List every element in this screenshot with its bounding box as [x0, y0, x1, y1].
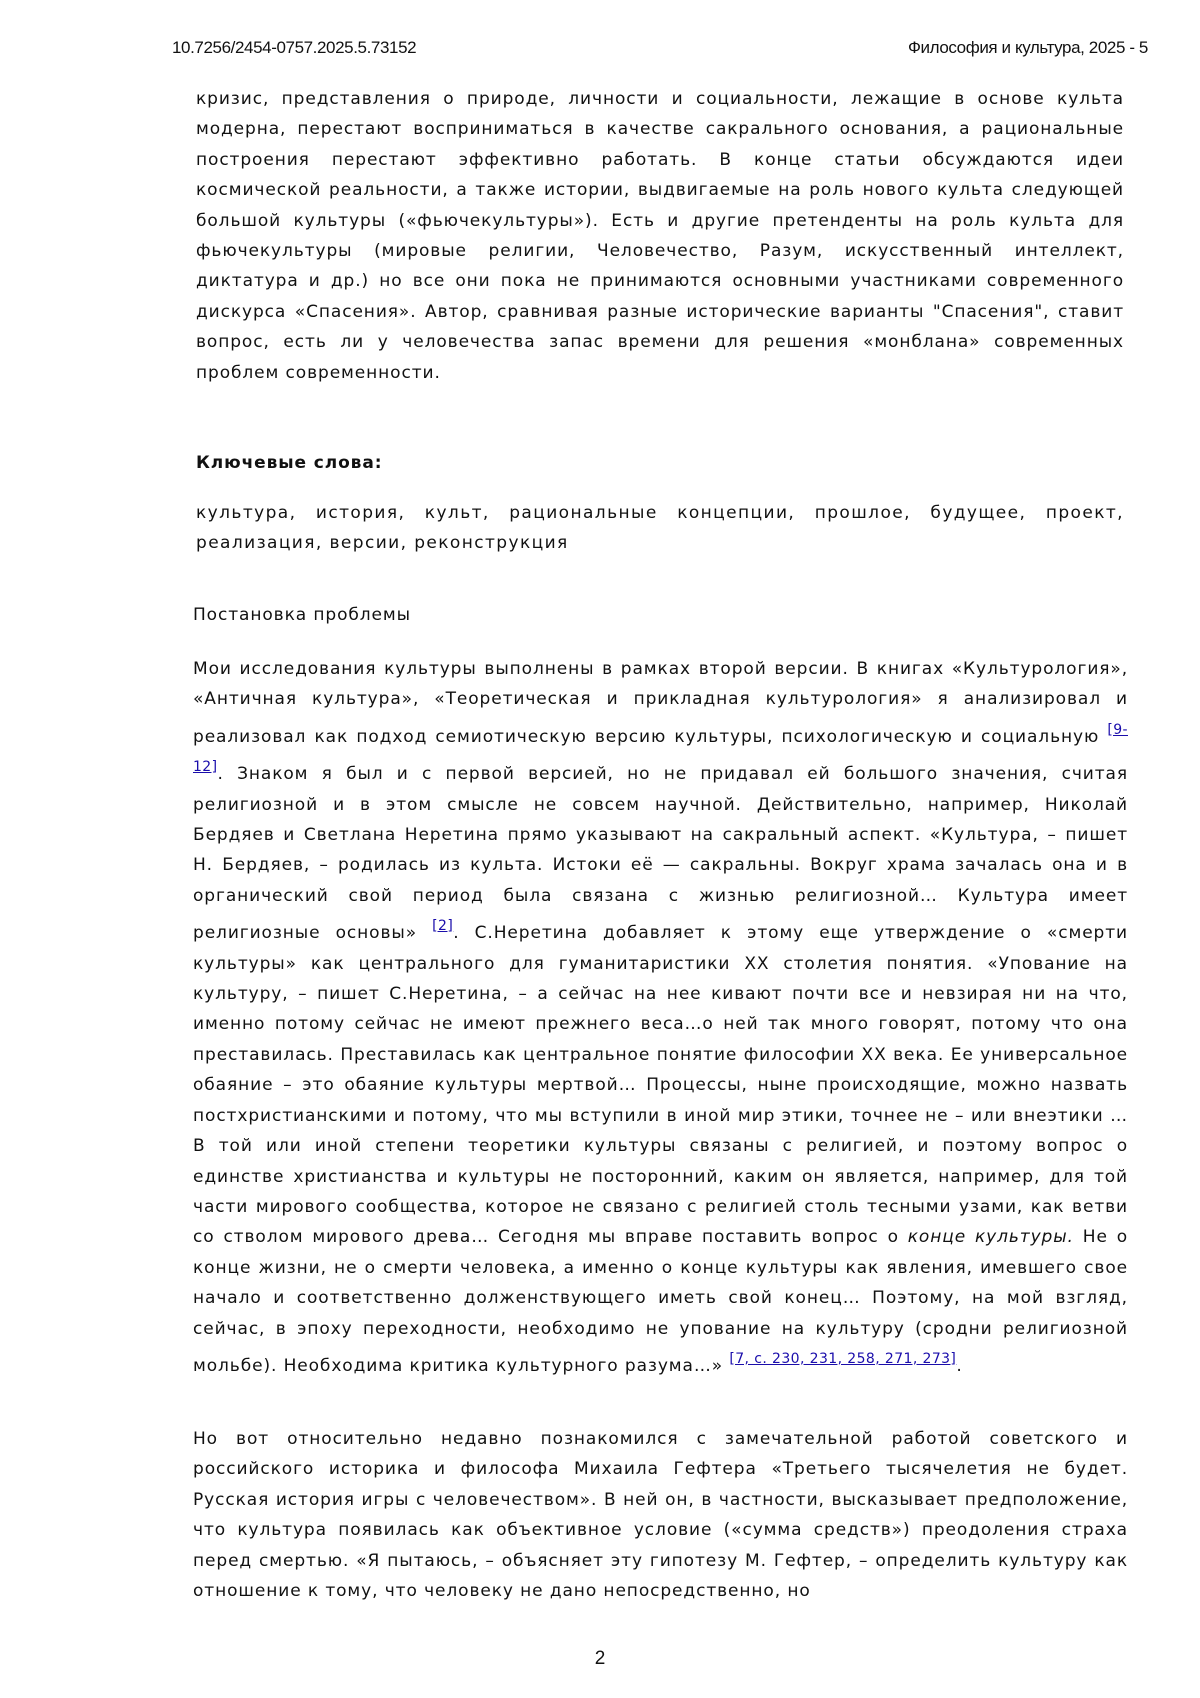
paragraph-1-italic-text: конце культуры.: [907, 1227, 1074, 1248]
journal-title: Философия и культура, 2025 - 5: [908, 38, 1148, 57]
doi-text: 10.7256/2454-0757.2025.5.73152: [172, 38, 417, 57]
citation-link-7[interactable]: [7, с. 230, 231, 258, 271, 273]: [729, 1350, 957, 1367]
page-header: [172, 38, 1148, 62]
paragraph-1-text-4: Не о конце жизни, не о смерти человека, а именно о конце культуры как явления, имевшего свое начало и соответственно долженствующего иметь свой конец… Поэтому, на мой взгляд, сейчас, в эпоху переходности, необходимо не упование на культуру (сродни религиозной мольбе). Необходима критика культурного разума…»: [193, 1227, 1129, 1376]
paragraph-1-text-2: . Знаком я был и с первой версией, но не придавал ей большого значения, считая религиозной и в этом смысле не совсем научной. Действительно, например, Николай Бердяев и Светлана Неретина прямо указывают на сакральный аспект. «Культура, – пишет Н. Бердяев, – родилась из культа. Истоки её — сакральны. Вокруг храма зачалась она и в органический свой период была связана с жизнью религиозной… Культура имеет религиозные основы»: [193, 764, 1128, 944]
keywords-text: культура, история, культ, рациональные концепции, прошлое, будущее, проект, реализация, версии, реконструкция: [196, 503, 1124, 554]
body-paragraph-1: [193, 654, 1128, 1381]
body-paragraph-2: Но вот относительно недавно познакомился с замечательной работой советского и российского историка и философа Михаила Гефтера «Третьего тысячелетия не будет. Русская история игры с человечеством». В ней он, в частности, высказывает предположение, что культура появилась как объективное условие («сумма средств») преодоления страха перед смертью. «Я пытаюсь, – объясняет эту гипотезу М. Гефтер, – определить культуру как отношение к тому, что человеку не дано непосредственно, но: [193, 1429, 1128, 1602]
abstract-text: кризис, представления о природе, личности и социальности, лежащие в основе культа модерна, перестают восприниматься в качестве сакрального основания, а рациональные построения перестают эффективно работать. В конце статьи обсуждаются идеи космической реальности, а также истории, выдвигаемые на роль нового культа следующей большой культуры («фьючекультуры»). Есть и другие претенденты на роль культа для фьючекультуры (мировые религии, Человечество, Разум, искусственный интеллект, диктатура и др.) но все они пока не принимаются основными участниками современного дискурса «Спасения». Автор, сравнивая разные исторические варианты "Спасения", ставит вопрос, есть ли у человечества запас времени для решения «монблана» современных проблем современности.: [196, 89, 1124, 383]
citation-link-9-12[interactable]: [9-12]: [193, 721, 1128, 776]
paragraph-1-text-5: .: [956, 1355, 963, 1376]
paragraph-1-text-1: Мои исследования культуры выполнены в рамках второй версии. В книгах «Культурология», «Античная культура», «Теоретическая и прикладная культурология» я анализировал и реализовал как подход семиотическую версию культуры, психологическую и социальную: [193, 659, 1128, 747]
keywords-heading: Ключевые слова:: [196, 453, 383, 473]
paragraph-1-text-3: . С.Неретина добавляет к этому еще утверждение о «смерти культуры» как центрального для гуманитаристики XX столетия понятия. «Упование на культуру, – пишет С.Неретина, – а сейчас на нее кивают почти все и невзирая ни на что, именно потому сейчас не имеют прежнего веса…о ней так много говорят, потому что она преставилась. Преставилась как центральное понятие философии XX века. Ее универсальное обаяние – это обаяние культуры мертвой… Процессы, ныне происходящие, можно назвать постхристианскими и потому, что мы вступили в иной мир этики, точнее не – или внеэтики … В той или иной степени теоретики культуры связаны с религией, и поэтому вопрос о единстве христианства и культуры не посторонний, каким он является, например, для той части мирового сообщества, которое не связано с религией столь тесными узами, как ветви со стволом мирового древа… Сегодня мы вправе поставить вопрос о: [193, 923, 1128, 1248]
section-title: Постановка проблемы: [193, 605, 411, 625]
page-number: 2: [594, 1648, 606, 1669]
citation-link-2[interactable]: [2]: [432, 918, 454, 935]
